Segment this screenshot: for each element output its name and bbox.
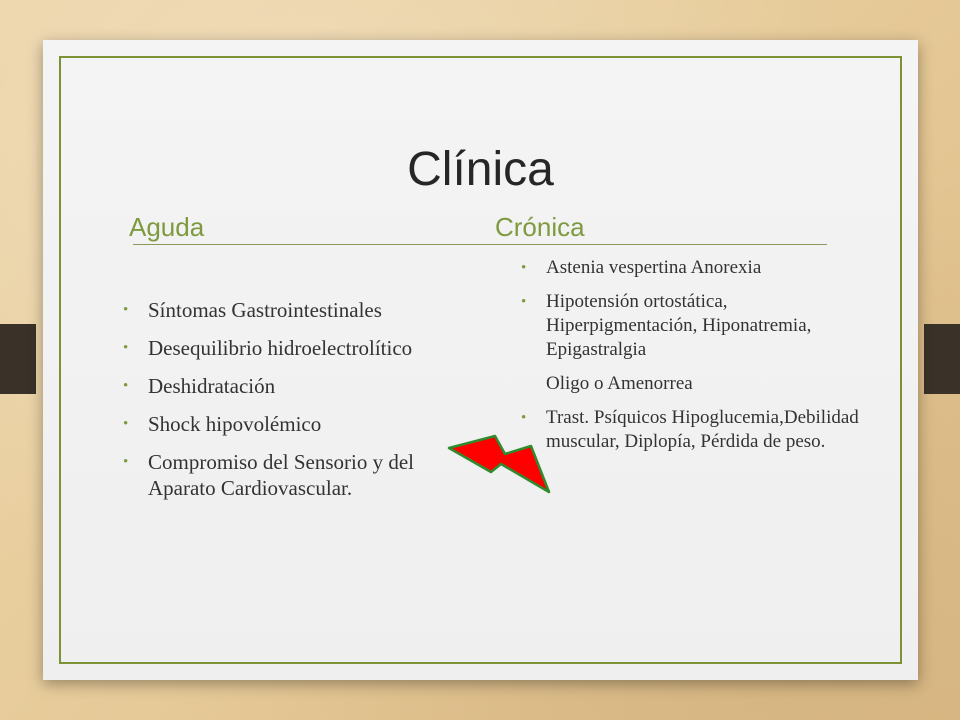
list-item-text: Síntomas Gastrointestinales [148, 298, 382, 322]
slide-card [43, 40, 918, 680]
list-item-text: Desequilibrio hidroelectrolítico [148, 336, 413, 360]
bullet-icon: • [123, 340, 129, 356]
bullet-icon: • [521, 410, 527, 426]
cronica-list [521, 256, 861, 464]
list-item [521, 290, 861, 362]
heading-cronica: Crónica [495, 212, 585, 242]
bullet-icon: • [123, 378, 129, 394]
bullet-icon: • [123, 454, 129, 470]
list-item-text: Deshidratación [148, 374, 276, 398]
right-wood-tab [924, 324, 960, 394]
lightning-bolt-shape [449, 436, 549, 492]
bullet-icon: • [123, 416, 129, 432]
list-item [123, 335, 463, 361]
aguda-list [123, 297, 463, 513]
list-item [521, 256, 861, 280]
slide-title: Clínica [407, 143, 554, 196]
bullet-icon: • [521, 260, 527, 276]
heading-aguda: Aguda [129, 212, 205, 242]
list-item-text: Astenia vespertina Anorexia [546, 257, 762, 278]
list-item [521, 406, 861, 454]
list-item [123, 297, 463, 323]
bullet-icon: • [123, 302, 129, 318]
list-item-text: Hipotensión ortostática, Hiperpigmentación, Hiponatremia, Epigastralgia [546, 291, 812, 360]
list-item-text: Compromiso del Sensorio y del Aparato Cardiovascular. [148, 450, 414, 500]
bullet-icon: • [521, 294, 527, 310]
list-item [521, 372, 861, 396]
list-item [123, 411, 463, 437]
list-item-text: Shock hipovolémico [148, 412, 322, 436]
lightning-bolt-icon [445, 434, 555, 494]
list-item [123, 373, 463, 399]
heading-underline [133, 244, 827, 245]
list-item-text: Oligo o Amenorrea [546, 373, 693, 394]
list-item-text: Trast. Psíquicos Hipoglucemia,Debilidad muscular, Diplopía, Pérdida de peso. [546, 407, 859, 452]
list-item [123, 449, 463, 501]
left-wood-tab [0, 324, 36, 394]
